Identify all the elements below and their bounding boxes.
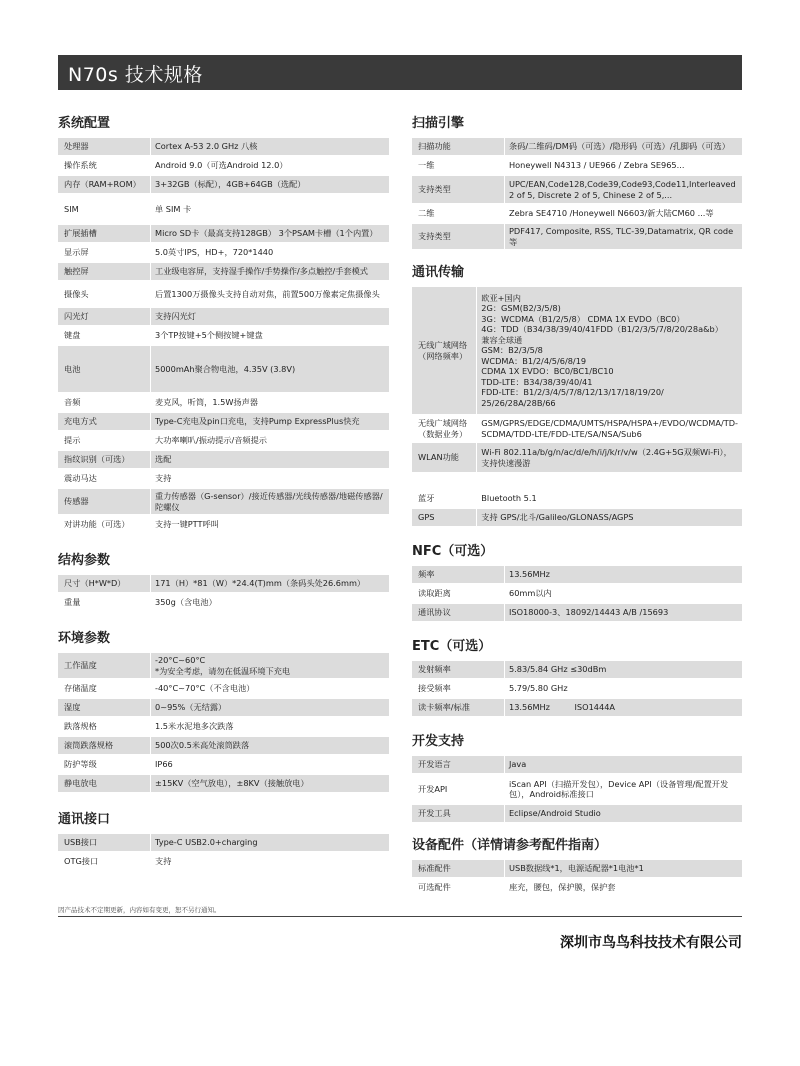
spec-row bbox=[58, 138, 389, 155]
spec-key: 摄像头 bbox=[58, 282, 150, 306]
spec-key: 一维 bbox=[412, 157, 504, 174]
spec-value: 大功率喇叭/振动提示/音频提示 bbox=[150, 432, 389, 449]
spec-row bbox=[58, 308, 389, 325]
spec-row bbox=[412, 775, 742, 803]
spec-key: SIM bbox=[58, 195, 150, 223]
spec-key: 防护等级 bbox=[58, 756, 150, 773]
spec-section bbox=[58, 110, 389, 535]
spec-row bbox=[58, 413, 389, 430]
spec-value: 13.56MHz bbox=[504, 566, 742, 583]
spec-row bbox=[58, 451, 389, 468]
spec-row bbox=[58, 653, 389, 678]
spec-key: 扩展插槽 bbox=[58, 225, 150, 242]
title-bar bbox=[58, 55, 742, 90]
spec-key: 开发API bbox=[412, 775, 504, 803]
spec-row bbox=[58, 718, 389, 735]
spec-key: 震动马达 bbox=[58, 470, 150, 487]
spec-row bbox=[412, 585, 742, 602]
spec-key: 开发语言 bbox=[412, 756, 504, 773]
spec-table bbox=[58, 573, 389, 613]
spec-value: Honeywell N4313 / UE966 / Zebra SE965... bbox=[504, 157, 742, 174]
section-title: 扫描引擎 bbox=[412, 116, 465, 131]
spec-value: 3+32GB（标配），4GB+64GB（选配） bbox=[150, 176, 389, 193]
spec-section bbox=[412, 538, 742, 623]
spec-key: 滚筒跌落规格 bbox=[58, 737, 150, 754]
section-title: 结构参数 bbox=[58, 553, 111, 568]
spec-key: 标准配件 bbox=[412, 860, 504, 877]
spec-row bbox=[412, 157, 742, 174]
spec-row bbox=[412, 416, 742, 441]
spec-row bbox=[58, 737, 389, 754]
spec-row bbox=[412, 566, 742, 583]
spec-row bbox=[412, 879, 742, 896]
spec-key: 传感器 bbox=[58, 489, 150, 514]
section-title: 通讯接口 bbox=[58, 812, 111, 827]
spec-value: -20°C~60°C *为安全考虑，请勿在低温环境下充电 bbox=[150, 653, 389, 678]
spec-value: Java bbox=[504, 756, 742, 773]
spec-value: 500次0.5米高处滚筒跌落 bbox=[150, 737, 389, 754]
spec-key: 静电放电 bbox=[58, 775, 150, 792]
section-title: 环境参数 bbox=[58, 631, 111, 646]
section-title: 通讯传输 bbox=[412, 265, 465, 280]
spec-value: Wi-Fi 802.11a/b/g/n/ac/d/e/h/i/j/k/r/v/w（2.4G+5G双频Wi-Fi），支持快速漫游 bbox=[476, 443, 742, 472]
spec-row bbox=[58, 470, 389, 487]
spec-row bbox=[412, 205, 742, 222]
spec-key: 湿度 bbox=[58, 699, 150, 716]
spec-key: 操作系统 bbox=[58, 157, 150, 174]
spec-table bbox=[412, 136, 742, 251]
spec-row bbox=[58, 176, 389, 193]
spec-key: 支持类型 bbox=[412, 176, 504, 203]
spec-value: 单 SIM 卡 bbox=[150, 195, 389, 223]
spec-table bbox=[58, 832, 389, 872]
spec-value: 5000mAh聚合物电池，4.35V (3.8V) bbox=[150, 346, 389, 392]
spec-key: 开发工具 bbox=[412, 805, 504, 822]
spec-value: 支持 bbox=[150, 470, 389, 487]
footnote: 因产品技术不定期更新，内容如有变更，恕不另行通知。 bbox=[58, 906, 221, 914]
spec-row bbox=[58, 680, 389, 697]
spec-value: USB数据线*1，电源适配器*1电池*1 bbox=[504, 860, 742, 877]
spec-key: 跌落规格 bbox=[58, 718, 150, 735]
spec-row bbox=[412, 509, 742, 526]
spec-key: 充电方式 bbox=[58, 413, 150, 430]
spec-value: 60mm以内 bbox=[504, 585, 742, 602]
spec-section bbox=[412, 110, 742, 251]
spec-section bbox=[412, 633, 742, 718]
spec-value: 350g（含电池） bbox=[150, 594, 389, 611]
spec-table bbox=[58, 136, 389, 535]
spec-key: 扫描功能 bbox=[412, 138, 504, 155]
spec-table bbox=[58, 651, 389, 794]
spec-key: 发射频率 bbox=[412, 661, 504, 678]
spec-row bbox=[412, 860, 742, 877]
spec-key: 接受频率 bbox=[412, 680, 504, 697]
spec-value: 支持闪光灯 bbox=[150, 308, 389, 325]
spec-row bbox=[58, 244, 389, 261]
spec-table bbox=[412, 754, 742, 824]
footer-divider bbox=[58, 916, 742, 917]
spec-key: 触控屏 bbox=[58, 263, 150, 280]
spec-key: WLAN功能 bbox=[412, 443, 476, 472]
spec-value: 座充，腰包，保护膜，保护套 bbox=[504, 879, 742, 896]
spec-row bbox=[58, 394, 389, 411]
spec-value: 重力传感器（G-sensor）/接近传感器/光线传感器/地磁传感器/陀螺仪 bbox=[150, 489, 389, 514]
left-column bbox=[58, 110, 389, 880]
spec-row bbox=[412, 604, 742, 621]
spec-value: 13.56MHz ISO1444A bbox=[504, 699, 742, 716]
spec-key: 频率 bbox=[412, 566, 504, 583]
spec-value: 5.83/5.84 GHz ≤30dBm bbox=[504, 661, 742, 678]
spec-value: Type-C USB2.0+charging bbox=[150, 834, 389, 851]
spec-value: 选配 bbox=[150, 451, 389, 468]
spec-value: Cortex A-53 2.0 GHz 八核 bbox=[150, 138, 389, 155]
spec-value: Eclipse/Android Studio bbox=[504, 805, 742, 822]
spec-row bbox=[412, 661, 742, 678]
spec-row bbox=[58, 699, 389, 716]
spec-row bbox=[412, 699, 742, 716]
spec-key: 提示 bbox=[58, 432, 150, 449]
spec-value: 171（H）*81（W）*24.4(T)mm（条码头处26.6mm） bbox=[150, 575, 389, 592]
spec-value: -40°C~70°C（不含电池） bbox=[150, 680, 389, 697]
spec-value: Bluetooth 5.1 bbox=[476, 490, 742, 507]
spec-row bbox=[412, 443, 742, 472]
spec-row bbox=[412, 756, 742, 773]
spec-key: USB接口 bbox=[58, 834, 150, 851]
spec-value: UPC/EAN,Code128,Code39,Code93,Code11,Interleaved 2 of 5, Discrete 2 of 5, Chinese 2 of 5,... bbox=[504, 176, 742, 203]
spec-row bbox=[58, 225, 389, 242]
spec-row bbox=[412, 287, 742, 414]
spec-row bbox=[58, 516, 389, 533]
spec-value: Zebra SE4710 /Honeywell N6603/新大陆CM60 ...等 bbox=[504, 205, 742, 222]
spec-value: 支持一键PTT呼叫 bbox=[150, 516, 389, 533]
spec-key: 无线广域网络 （数据业务） bbox=[412, 416, 476, 441]
spec-table bbox=[412, 659, 742, 718]
spec-key: 通讯协议 bbox=[412, 604, 504, 621]
right-column bbox=[412, 110, 742, 906]
spec-value: IP66 bbox=[150, 756, 389, 773]
spec-row bbox=[58, 263, 389, 280]
spec-value: 条码/二维码/DM码（可选）/隐形码（可选）/孔脚码（可选） bbox=[504, 138, 742, 155]
spec-key: 支持类型 bbox=[412, 224, 504, 249]
spec-section bbox=[412, 259, 742, 528]
spec-section bbox=[58, 806, 389, 872]
spec-value: 3个TP按键+5个侧按键+键盘 bbox=[150, 327, 389, 344]
spec-value: Android 9.0（可选Android 12.0） bbox=[150, 157, 389, 174]
section-title: 系统配置 bbox=[58, 116, 111, 131]
spec-row bbox=[58, 853, 389, 870]
spec-value: Micro SD卡（最高支持128GB） 3个PSAM卡槽（1个内置） bbox=[150, 225, 389, 242]
spec-key: GPS bbox=[412, 509, 476, 526]
section-title: ETC（可选） bbox=[412, 639, 492, 654]
spec-key: 可选配件 bbox=[412, 879, 504, 896]
spec-row bbox=[412, 176, 742, 203]
spec-row bbox=[412, 138, 742, 155]
spec-row bbox=[412, 224, 742, 249]
spec-value: 支持 GPS/北斗/Galileo/GLONASS/AGPS bbox=[476, 509, 742, 526]
spec-key: 键盘 bbox=[58, 327, 150, 344]
spec-row bbox=[58, 157, 389, 174]
spec-key: 闪光灯 bbox=[58, 308, 150, 325]
spec-row bbox=[58, 282, 389, 306]
spec-key: 尺寸（H*W*D） bbox=[58, 575, 150, 592]
spec-value: 5.79/5.80 GHz bbox=[504, 680, 742, 697]
spec-key: 音频 bbox=[58, 394, 150, 411]
spec-row bbox=[58, 489, 389, 514]
spec-row bbox=[412, 680, 742, 697]
spec-key: 读卡频率/标准 bbox=[412, 699, 504, 716]
spec-section bbox=[58, 547, 389, 613]
spec-value: ±15KV（空气放电），±8KV（接触放电） bbox=[150, 775, 389, 792]
spec-key: 重量 bbox=[58, 594, 150, 611]
spec-row bbox=[58, 346, 389, 392]
section-title: NFC（可选） bbox=[412, 544, 494, 559]
spec-row bbox=[412, 490, 742, 507]
spec-key: 处理器 bbox=[58, 138, 150, 155]
spec-table bbox=[412, 285, 742, 528]
spec-value: 支持 bbox=[150, 853, 389, 870]
spec-key: 内存（RAM+ROM） bbox=[58, 176, 150, 193]
spec-value: 后置1300万摄像头支持自动对焦，前置500万像素定焦摄像头 bbox=[150, 282, 389, 306]
spec-value: Type-C充电及pin口充电，支持Pump ExpressPlus快充 bbox=[150, 413, 389, 430]
spec-row bbox=[58, 327, 389, 344]
spec-value: 欧亚+国内 2G：GSM(B2/3/5/8) 3G：WCDMA（B1/2/5/8） CDMA 1X EVDO（BC0） 4G：TDD（B34/38/39/40/41FDD（B1/2/3/5/7/8/20/28a&b） 兼容全球通 GSM：B2/3/5/8 WCDMA：B1/2/4/5/6/8/19 CDMA 1X EVDO：BC0/BC1/BC10 TDD-LTE：B34/38/39/40/41 FDD-LTE：B1/2/3/4/5/7/8/12/13/17/18/19/20/ 25/26/28A/28B/66 bbox=[476, 287, 742, 414]
spec-row bbox=[58, 756, 389, 773]
spec-table bbox=[412, 858, 742, 898]
spec-section bbox=[58, 625, 389, 794]
spec-value: iScan API（扫描开发包），Device API（设备管理/配置开发包），Android标准接口 bbox=[504, 775, 742, 803]
spec-value: 5.0英寸IPS，HD+，720*1440 bbox=[150, 244, 389, 261]
spec-section bbox=[412, 728, 742, 824]
row-spacer bbox=[412, 474, 742, 488]
spec-key: 二维 bbox=[412, 205, 504, 222]
spec-row bbox=[58, 575, 389, 592]
company-name: 深圳市鸟鸟科技技术有限公司 bbox=[560, 935, 742, 951]
spec-key: 对讲功能（可选） bbox=[58, 516, 150, 533]
page-title: N70s 技术规格 bbox=[68, 64, 203, 86]
spec-key: 蓝牙 bbox=[412, 490, 476, 507]
section-title: 设备配件（详情请参考配件指南） bbox=[412, 838, 608, 853]
spec-key: 存储温度 bbox=[58, 680, 150, 697]
spec-value: PDF417, Composite, RSS, TLC-39,Datamatrix, QR code等 bbox=[504, 224, 742, 249]
spec-value: 工业级电容屏，支持湿手操作/手势操作/多点触控/手套模式 bbox=[150, 263, 389, 280]
spec-section bbox=[412, 832, 742, 898]
spec-row bbox=[58, 834, 389, 851]
spec-value: GSM/GPRS/EDGE/CDMA/UMTS/HSPA/HSPA+/EVDO/WCDMA/TD-SCDMA/TDD-LTE/FDD-LTE/SA/NSA/Sub6 bbox=[476, 416, 742, 441]
spec-row bbox=[58, 432, 389, 449]
spec-value: 0~95%（无结露） bbox=[150, 699, 389, 716]
spec-key: 工作温度 bbox=[58, 653, 150, 678]
spec-key: OTG接口 bbox=[58, 853, 150, 870]
spec-key: 显示屏 bbox=[58, 244, 150, 261]
spec-value: ISO18000-3、18092/14443 A/B /15693 bbox=[504, 604, 742, 621]
spec-row bbox=[58, 594, 389, 611]
spec-row bbox=[58, 195, 389, 223]
spec-value: 麦克风，听筒，1.5W扬声器 bbox=[150, 394, 389, 411]
spec-table bbox=[412, 564, 742, 623]
spacer-cell bbox=[412, 474, 742, 488]
spec-key: 电池 bbox=[58, 346, 150, 392]
spec-row bbox=[412, 805, 742, 822]
spec-key: 指纹识别（可选） bbox=[58, 451, 150, 468]
spec-key: 无线广域网络 （网络频率） bbox=[412, 287, 476, 414]
spec-key: 读取距离 bbox=[412, 585, 504, 602]
spec-value: 1.5米水泥地多次跌落 bbox=[150, 718, 389, 735]
spec-row bbox=[58, 775, 389, 792]
section-title: 开发支持 bbox=[412, 734, 465, 749]
